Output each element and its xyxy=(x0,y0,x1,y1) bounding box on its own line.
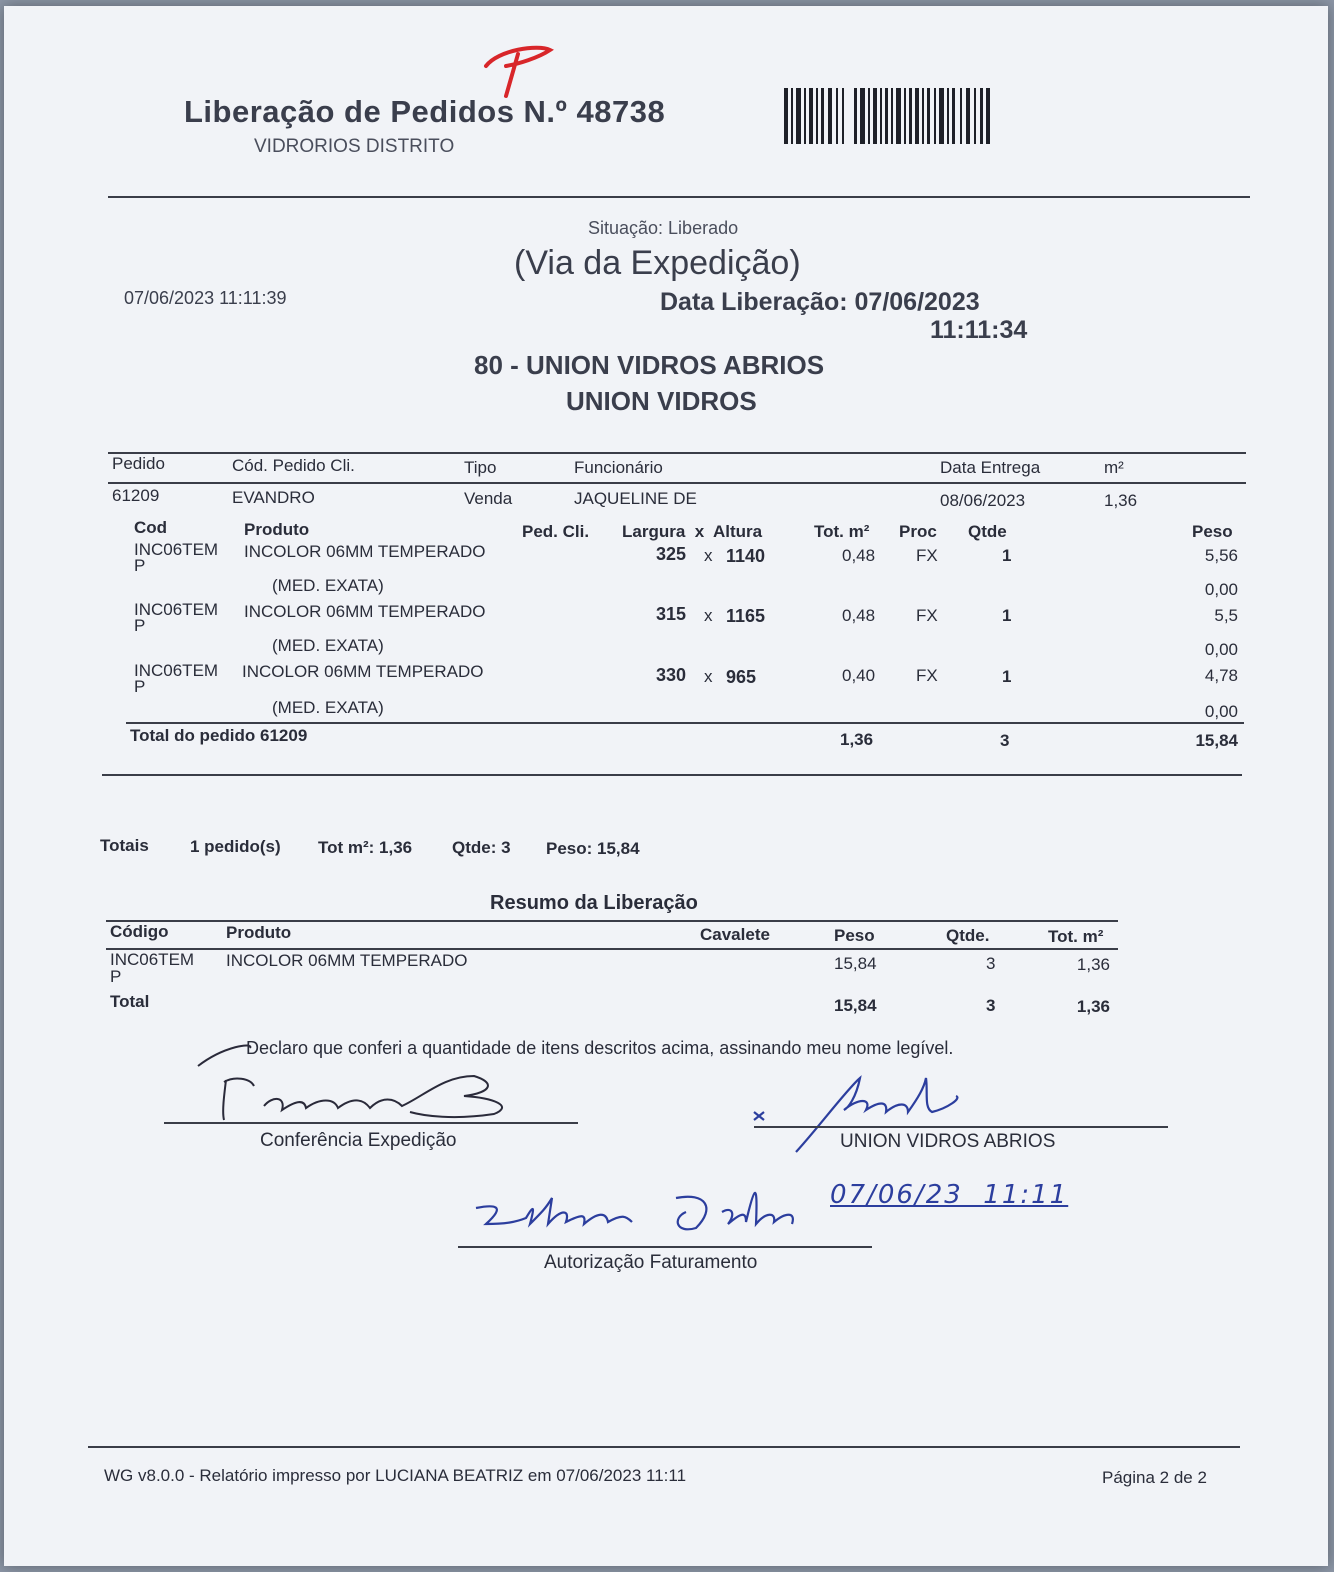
order-total-qtde: 3 xyxy=(1000,731,1010,750)
status-text: Situação: Liberado xyxy=(588,218,739,238)
summary-row-tot-m2: 1,36 xyxy=(1076,955,1110,974)
signature-line-conferencia xyxy=(164,1122,578,1124)
red-check-mark xyxy=(478,42,558,102)
summary-row-produto: INCOLOR 06MM TEMPERADO xyxy=(226,951,468,970)
item-qtde: 1 xyxy=(1002,667,1012,686)
summary-col-tot-m2: Tot. m² xyxy=(1048,927,1104,946)
company-name: VIDRORIOS DISTRITO xyxy=(254,136,455,157)
item-cod-suffix: P xyxy=(134,616,146,635)
item-qtde: 1 xyxy=(1002,606,1012,625)
printed-timestamp: 07/06/2023 11:11:39 xyxy=(124,288,287,308)
summary-row-codigo: INC06TEM xyxy=(110,950,195,969)
items-col-largura-altura: Largura x Altura xyxy=(622,522,763,541)
item-x: x xyxy=(704,667,713,686)
order-cod-cli-value: EVANDRO xyxy=(232,488,315,507)
signature-line-cliente xyxy=(754,1126,1168,1128)
header-divider xyxy=(108,196,1250,198)
summary-total-peso: 15,84 xyxy=(834,996,877,1015)
signature-label-cliente: UNION VIDROS ABRIOS xyxy=(840,1131,1056,1152)
signature-line-autorizacao xyxy=(458,1246,872,1248)
footer-print-info: WG v8.0.0 - Relatório impresso por LUCIANA BEATRIZ em 07/06/2023 11:11 xyxy=(104,1466,687,1485)
item-sub-peso: 0,00 xyxy=(1204,702,1238,721)
item-sub-peso: 0,00 xyxy=(1204,580,1238,599)
item-altura: 965 xyxy=(726,667,757,687)
barcode-icon xyxy=(784,88,990,144)
summary-row-peso: 15,84 xyxy=(834,954,877,973)
customer-short-name: UNION VIDROS xyxy=(566,386,757,416)
summary-col-produto: Produto xyxy=(226,923,292,942)
customer-name: 80 - UNION VIDROS ABRIOS xyxy=(474,350,825,380)
summary-title: Resumo da Liberação xyxy=(490,892,698,914)
item-produto: INCOLOR 06MM TEMPERADO xyxy=(244,602,486,621)
item-tot-m2: 0,48 xyxy=(842,546,876,565)
document-title: Liberação de Pedidos N.º 48738 xyxy=(184,94,666,129)
item-largura: 325 xyxy=(656,544,687,564)
summary-col-qtde: Qtde. xyxy=(946,926,990,945)
order-header-bottom-line xyxy=(108,482,1246,484)
signature-autorizacao xyxy=(466,1168,816,1248)
col-pedido: Pedido xyxy=(112,454,165,473)
totals-pedidos: 1 pedido(s) xyxy=(190,837,281,856)
col-cod-pedido-cli: Cód. Pedido Cli. xyxy=(232,456,355,475)
item-proc: FX xyxy=(916,606,938,625)
order-total-label: Total do pedido 61209 xyxy=(130,726,308,745)
totals-m2: Tot m²: 1,36 xyxy=(318,838,413,857)
handwritten-date: 07/06/23 11:11 xyxy=(830,1180,1069,1210)
summary-total-tot-m2: 1,36 xyxy=(1076,997,1110,1016)
order-tipo-value: Venda xyxy=(464,489,513,508)
col-data-entrega: Data Entrega xyxy=(940,458,1041,477)
order-data-entrega-value: 08/06/2023 xyxy=(940,491,1026,510)
item-sub: (MED. EXATA) xyxy=(272,576,384,595)
item-peso: 5,56 xyxy=(1204,546,1238,565)
signature-conferencia xyxy=(194,1036,524,1126)
col-m2: m² xyxy=(1104,458,1124,477)
footer-page-number: Página 2 de 2 xyxy=(1102,1468,1207,1487)
item-proc: FX xyxy=(916,546,938,565)
item-largura: 330 xyxy=(656,665,687,685)
item-x: x xyxy=(704,606,713,625)
items-col-ped-cli: Ped. Cli. xyxy=(522,522,590,541)
item-tot-m2: 0,48 xyxy=(842,606,876,625)
release-date: Data Liberação: 07/06/2023 xyxy=(660,288,980,316)
items-bottom-line xyxy=(126,722,1244,724)
summary-row-codigo-suffix: P xyxy=(110,967,122,986)
signature-label-conferencia: Conferência Expedição xyxy=(260,1130,457,1151)
item-sub: (MED. EXATA) xyxy=(272,698,384,717)
signature-label-autorizacao: Autorização Faturamento xyxy=(544,1252,758,1273)
summary-col-peso: Peso xyxy=(834,926,875,945)
items-col-proc: Proc xyxy=(899,522,937,541)
items-col-produto: Produto xyxy=(244,520,310,539)
item-cod-suffix: P xyxy=(134,556,146,575)
summary-total-qtde: 3 xyxy=(986,996,996,1015)
item-peso: 4,78 xyxy=(1204,666,1238,685)
item-cod: INC06TEM xyxy=(134,661,219,680)
item-altura: 1140 xyxy=(726,546,766,566)
document-page xyxy=(4,6,1328,1566)
items-col-qtde: Qtde xyxy=(968,522,1007,541)
order-pedido-value: 61209 xyxy=(112,486,160,505)
copy-label: (Via da Expedição) xyxy=(514,244,801,282)
item-qtde: 1 xyxy=(1002,546,1012,565)
summary-top-line xyxy=(106,920,1118,922)
item-produto: INCOLOR 06MM TEMPERADO xyxy=(242,662,484,681)
item-produto: INCOLOR 06MM TEMPERADO xyxy=(244,542,486,561)
item-largura: 315 xyxy=(656,604,687,624)
items-col-cod: Cod xyxy=(134,518,168,537)
summary-col-cavalete: Cavalete xyxy=(700,925,770,944)
summary-col-codigo: Código xyxy=(110,922,169,941)
item-sub: (MED. EXATA) xyxy=(272,636,384,655)
col-tipo: Tipo xyxy=(464,458,497,477)
item-x: x xyxy=(704,546,713,565)
item-cod: INC06TEM xyxy=(134,540,219,559)
order-header-top-line xyxy=(108,452,1246,454)
order-m2-value: 1,36 xyxy=(1104,491,1138,510)
item-sub-peso: 0,00 xyxy=(1204,640,1238,659)
totals-qtde: Qtde: 3 xyxy=(452,838,511,857)
col-funcionario: Funcionário xyxy=(574,458,663,477)
totals-peso: Peso: 15,84 xyxy=(546,839,640,858)
item-altura: 1165 xyxy=(726,606,766,626)
items-col-tot-m2: Tot. m² xyxy=(814,522,870,541)
order-total-m2: 1,36 xyxy=(840,730,874,749)
items-col-peso: Peso xyxy=(1192,522,1233,541)
summary-header-line xyxy=(106,948,1118,950)
item-peso: 5,5 xyxy=(1214,606,1238,625)
item-cod: INC06TEM xyxy=(134,600,219,619)
totals-label: Totais xyxy=(100,836,149,855)
summary-total-label: Total xyxy=(110,992,150,1011)
order-total-peso: 15,84 xyxy=(1195,731,1238,750)
summary-row-qtde: 3 xyxy=(986,954,996,973)
item-cod-suffix: P xyxy=(134,677,146,696)
declaration-text: Declaro que conferi a quantidade de itens descritos acima, assinando meu nome legível. xyxy=(246,1038,954,1058)
release-time: 11:11:34 xyxy=(930,316,1028,344)
item-tot-m2: 0,40 xyxy=(842,666,876,685)
footer-divider xyxy=(88,1446,1240,1448)
order-section-divider xyxy=(102,774,1242,776)
order-funcionario-value: JAQUELINE DE xyxy=(574,489,697,508)
item-proc: FX xyxy=(916,666,938,685)
